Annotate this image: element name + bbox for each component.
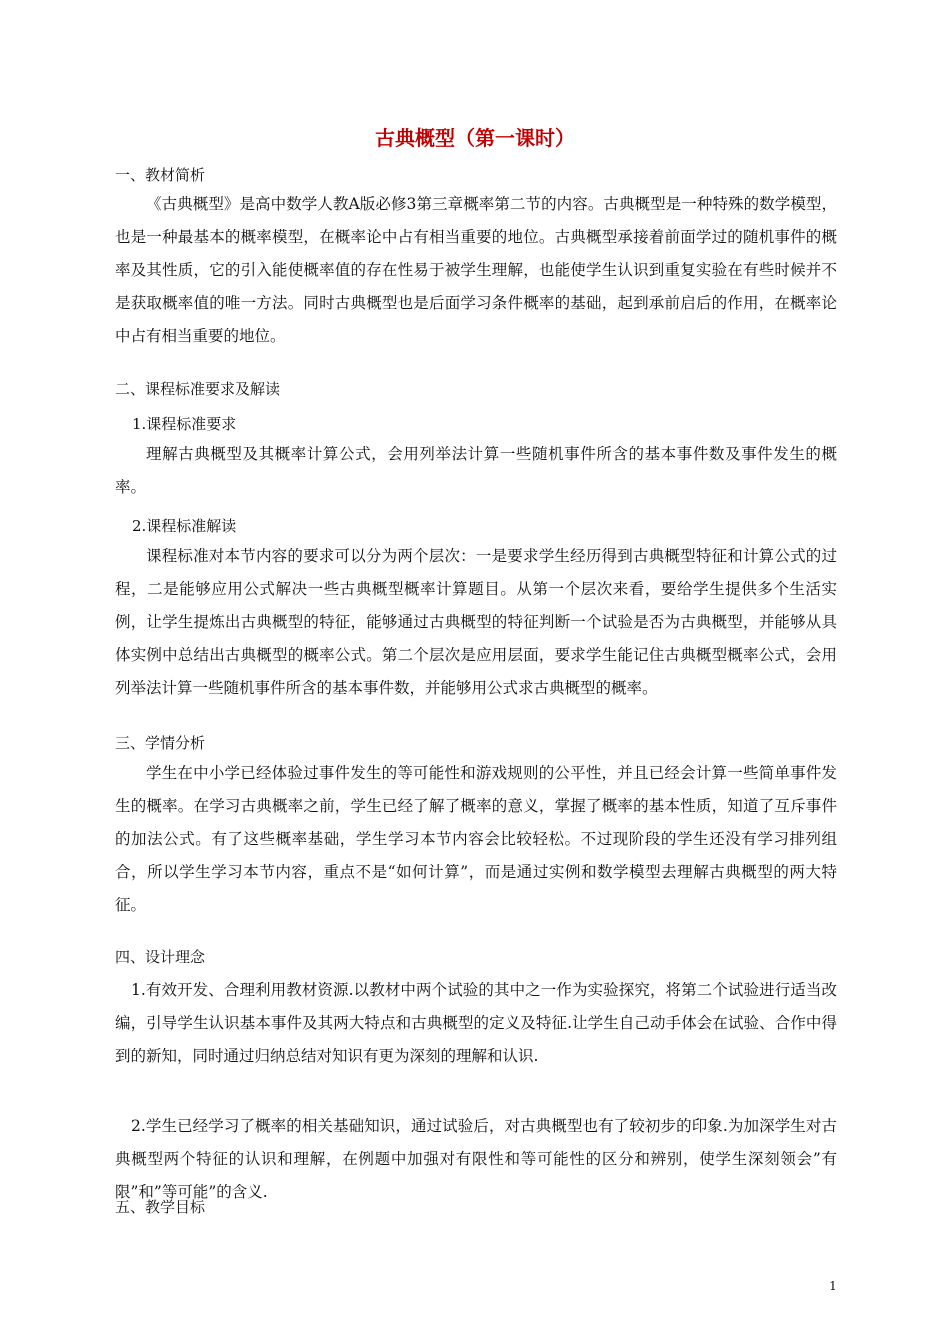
- section-4-paragraph-2: 2.学生已经学习了概率的相关基础知识，通过试验后，对古典概型也有了较初步的印象.为加深学生对古典概型两个特征的认识和理解，在例题中加强对有限性和等可能性的区分和辨别，使学生深刻领会”有限”和”等可能”的含义.: [115, 1117, 837, 1201]
- section-heading-1: 一、教材简析: [115, 166, 206, 184]
- section-3-paragraph: 学生在中小学已经体验过事件发生的等可能性和游戏规则的公平性，并且已经会计算一些简单事件发生的概率。在学习古典概率之前，学生已经了解了概率的意义，掌握了概率的基本性质，知道了互斥事件的加法公式。有了这些概率基础，学生学习本节内容会比较轻松。不过现阶段的学生还没有学习排列组合，所以学生学习本节内容，重点不是“如何计算”，而是通过实例和数学模型去理解古典概型的两大特征。: [115, 764, 837, 914]
- subsection-heading-2-1: 1.课程标准要求: [132, 415, 237, 433]
- subsection-2-2-paragraph: 课程标准对本节内容的要求可以分为两个层次：一是要求学生经历得到古典概型特征和计算公式的过程，二是能够应用公式解决一些古典概型概率计算题目。从第一个层次来看，要给学生提供多个生活实例，让学生提炼出古典概型的特征，能够通过古典概型的特征判断一个试验是否为古典概型，并能够从具体实例中总结出古典概型的概率公式。第二个层次是应用层面，要求学生能记住古典概型概率公式，会用列举法计算一些随机事件所含的基本事件数，并能够用公式求古典概型的概率。: [115, 547, 837, 697]
- document-title: 古典概型（第一课时）: [375, 126, 575, 150]
- section-heading-5: 五、教学目标: [115, 1198, 206, 1216]
- section-heading-3: 三、学情分析: [115, 734, 206, 752]
- page-number: 1: [829, 1279, 837, 1293]
- subsection-heading-2-2: 2.课程标准解读: [132, 517, 237, 535]
- subsection-2-1-paragraph: 理解古典概型及其概率计算公式，会用列举法计算一些随机事件所含的基本事件数及事件发生的概率。: [115, 445, 837, 496]
- section-heading-4: 四、设计理念: [115, 948, 206, 966]
- section-heading-2: 二、课程标准要求及解读: [115, 380, 281, 398]
- section-4-paragraph-1: 1.有效开发、合理利用教材资源.以教材中两个试验的其中之一作为实验探究，将第二个试验进行适当改编，引导学生认识基本事件及其两大特点和古典概型的定义及特征.让学生自己动手体会在试验、合作中得到的新知，同时通过归纳总结对知识有更为深刻的理解和认识.: [115, 981, 837, 1065]
- section-1-paragraph: 《古典概型》是高中数学人教A版必修3第三章概率第二节的内容。古典概型是一种特殊的数学模型，也是一种最基本的概率模型，在概率论中占有相当重要的地位。古典概型承接着前面学过的随机事件的概率及其性质，它的引入能使概率值的存在性易于被学生理解，也能使学生认识到重复实验在有些时候并不是获取概率值的唯一方法。同时古典概型也是后面学习条件概率的基础，起到承前启后的作用，在概率论中占有相当重要的地位。: [115, 195, 837, 345]
